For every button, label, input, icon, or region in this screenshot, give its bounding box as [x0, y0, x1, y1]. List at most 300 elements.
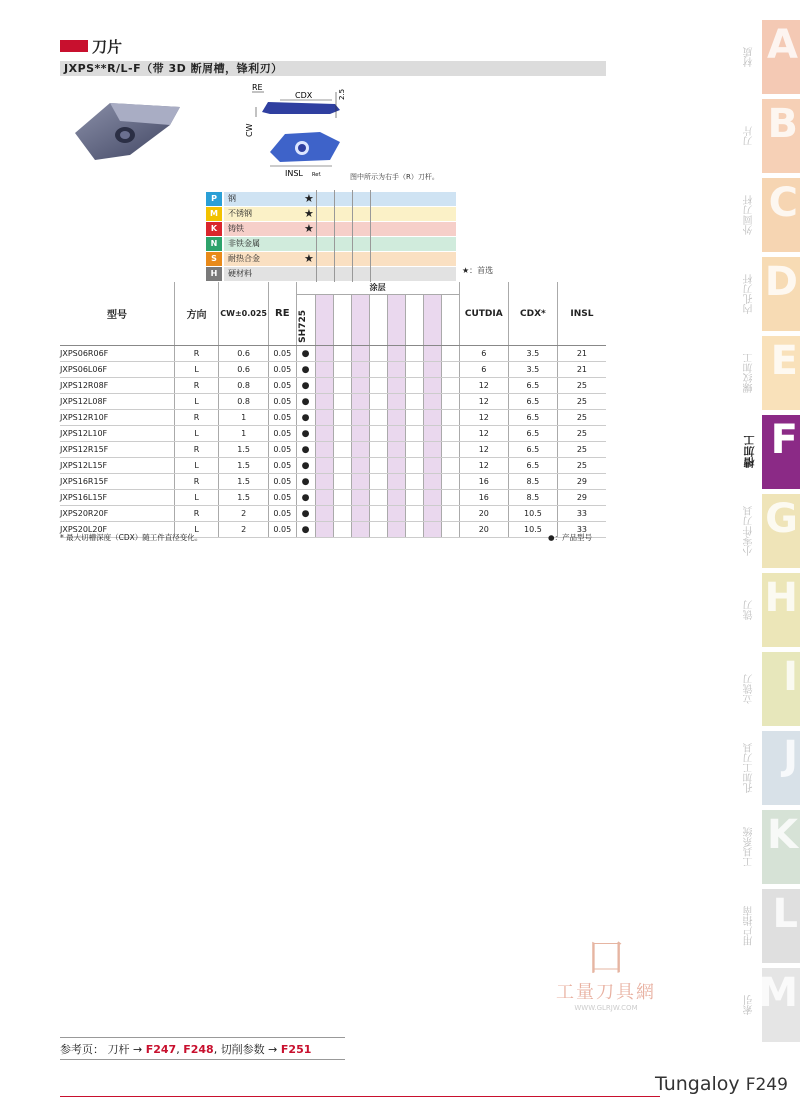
cell-direction: R [174, 346, 218, 362]
tab-letter: F [770, 417, 798, 463]
cell-cdx: 6.5 [509, 426, 558, 442]
cell-re: 0.05 [269, 346, 297, 362]
grid-line [370, 190, 371, 282]
cell-sh725: ● [296, 522, 315, 538]
cell-direction: L [174, 362, 218, 378]
side-tab-d[interactable] [744, 257, 800, 331]
material-name: 耐热合金 [228, 254, 260, 263]
col-insl: INSL [557, 282, 606, 346]
tab-letter: B [767, 101, 798, 147]
cell-insl: 29 [557, 474, 606, 490]
page-title: 刀片 [92, 38, 123, 56]
bottom-rule [60, 1096, 660, 1097]
cell-cw: 0.6 [219, 362, 269, 378]
cell-empty-grade [351, 362, 369, 378]
cell-empty-grade [405, 442, 423, 458]
cell-direction: R [174, 410, 218, 426]
ref-link-f247[interactable]: F247 [145, 1043, 177, 1056]
cell-empty-grade [441, 362, 459, 378]
page-number: F249 [745, 1075, 788, 1095]
cell-empty-grade [333, 458, 351, 474]
cell-re: 0.05 [269, 362, 297, 378]
cell-cutdia: 12 [459, 378, 508, 394]
cell-empty-grade [405, 458, 423, 474]
material-row [206, 207, 456, 221]
tab-letter: A [767, 22, 798, 68]
side-tab-a[interactable] [744, 20, 800, 94]
col-direction: 方向 [174, 282, 218, 346]
cell-empty-grade [333, 394, 351, 410]
cell-re: 0.05 [269, 410, 297, 426]
cell-empty-grade [315, 394, 333, 410]
cdx-label: CDX [295, 91, 313, 100]
cell-empty-grade [387, 490, 405, 506]
cell-model: JXPS06L06F [60, 362, 174, 378]
material-row [206, 192, 456, 206]
material-code: N [206, 237, 222, 251]
side-tab-g[interactable] [744, 494, 800, 568]
side-tab-i[interactable] [744, 652, 800, 726]
table-row [60, 394, 606, 410]
material-band [224, 207, 456, 221]
table-row [60, 442, 606, 458]
cell-empty-grade [441, 442, 459, 458]
cell-cdx: 8.5 [509, 474, 558, 490]
cell-empty-grade [315, 378, 333, 394]
cell-direction: R [174, 442, 218, 458]
cell-empty-grade [423, 506, 441, 522]
side-tab-j[interactable] [744, 731, 800, 805]
cell-sh725: ● [296, 490, 315, 506]
cell-empty-grade [423, 522, 441, 538]
footer-brand [655, 1073, 788, 1095]
cell-empty-grade [351, 426, 369, 442]
tab-label: 刀片 [744, 126, 755, 146]
tab-letter: K [767, 812, 798, 858]
tab-label: 用户指南 [744, 906, 755, 946]
tab-label: 孔加工刀具 [744, 743, 755, 793]
cell-empty-grade [369, 506, 387, 522]
cell-empty-grade [315, 522, 333, 538]
preferred-star: ★ [304, 222, 314, 235]
cell-empty-grade [423, 410, 441, 426]
cell-empty-grade [333, 522, 351, 538]
cell-model: JXPS06R06F [60, 346, 174, 362]
title-marker [60, 40, 88, 52]
cell-empty-grade [423, 394, 441, 410]
side-tab-h[interactable] [744, 573, 800, 647]
side-tab-m[interactable] [744, 968, 800, 1042]
cell-empty-grade [405, 362, 423, 378]
cell-empty-grade [315, 458, 333, 474]
cell-cw: 0.8 [219, 378, 269, 394]
cell-model: JXPS20R20F [60, 506, 174, 522]
cell-cutdia: 12 [459, 410, 508, 426]
cell-empty-grade [333, 426, 351, 442]
material-name: 不锈钢 [228, 209, 252, 218]
cell-cutdia: 12 [459, 458, 508, 474]
cell-empty-grade [351, 490, 369, 506]
material-row [206, 252, 456, 266]
watermark-logo-icon: ⼞ [587, 938, 624, 979]
material-row [206, 267, 456, 281]
cell-sh725: ● [296, 394, 315, 410]
cell-direction: L [174, 458, 218, 474]
cell-empty-grade [369, 362, 387, 378]
cell-empty-grade [351, 506, 369, 522]
ref-link-f251[interactable]: F251 [280, 1043, 312, 1056]
cell-cdx: 10.5 [509, 506, 558, 522]
tab-label: 铣刀 [744, 600, 755, 620]
cell-empty-grade [405, 378, 423, 394]
cell-sh725: ● [296, 442, 315, 458]
col-re: RE [269, 282, 297, 346]
cell-cw: 1.5 [219, 458, 269, 474]
cell-empty-grade [333, 474, 351, 490]
cell-cdx: 6.5 [509, 394, 558, 410]
cell-re: 0.05 [269, 426, 297, 442]
cell-model: JXPS12R15F [60, 442, 174, 458]
cell-empty-grade [423, 346, 441, 362]
cell-empty-grade [441, 410, 459, 426]
table-row [60, 474, 606, 490]
cell-empty-grade [333, 362, 351, 378]
cell-direction: L [174, 490, 218, 506]
side-tab-b[interactable] [744, 99, 800, 173]
tab-letter: H [764, 575, 798, 621]
ref-label: Ref. [312, 172, 322, 178]
side-tab-k[interactable] [744, 810, 800, 884]
cell-empty-grade [351, 522, 369, 538]
table-row [60, 346, 606, 362]
cell-cutdia: 16 [459, 490, 508, 506]
col-cdx: CDX* [509, 282, 558, 346]
cell-empty-grade [369, 490, 387, 506]
cell-empty-grade [405, 506, 423, 522]
cell-sh725: ● [296, 506, 315, 522]
cell-insl: 33 [557, 522, 606, 538]
tab-label: 螺纹加工 [744, 353, 755, 393]
cell-insl: 33 [557, 506, 606, 522]
cell-empty-grade [351, 346, 369, 362]
cell-insl: 25 [557, 378, 606, 394]
cell-empty-grade [423, 474, 441, 490]
cell-cdx: 6.5 [509, 458, 558, 474]
cell-direction: R [174, 474, 218, 490]
material-code: K [206, 222, 222, 236]
cell-empty-grade [387, 410, 405, 426]
material-row [206, 237, 456, 251]
cell-empty-grade [351, 474, 369, 490]
tab-label: 槽加工 [743, 435, 756, 469]
cw-label: CW [245, 123, 254, 137]
cell-insl: 25 [557, 410, 606, 426]
cell-empty-grade [405, 346, 423, 362]
cell-sh725: ● [296, 378, 315, 394]
preferred-star: ★ [304, 252, 314, 265]
cell-cw: 1.5 [219, 442, 269, 458]
cell-empty-grade [387, 506, 405, 522]
cell-empty-grade [405, 410, 423, 426]
cell-empty-grade [315, 410, 333, 426]
tab-letter: J [783, 733, 798, 779]
cell-insl: 25 [557, 426, 606, 442]
cell-re: 0.05 [269, 378, 297, 394]
cell-empty-grade [351, 442, 369, 458]
cell-insl: 21 [557, 362, 606, 378]
material-band [224, 222, 456, 236]
tab-letter: E [770, 338, 798, 384]
cell-empty-grade [423, 362, 441, 378]
cell-cw: 0.6 [219, 346, 269, 362]
cell-cw: 1.5 [219, 474, 269, 490]
cell-cw: 1 [219, 426, 269, 442]
cell-sh725: ● [296, 410, 315, 426]
cell-re: 0.05 [269, 458, 297, 474]
cell-re: 0.05 [269, 442, 297, 458]
cell-sh725: ● [296, 426, 315, 442]
grid-line [352, 190, 353, 282]
material-band [224, 192, 456, 206]
preferred-legend: ★：首选 [462, 266, 494, 275]
cell-re: 0.05 [269, 490, 297, 506]
cell-empty-grade [315, 346, 333, 362]
cell-empty-grade [315, 506, 333, 522]
cell-cdx: 10.5 [509, 522, 558, 538]
cell-empty-grade [333, 410, 351, 426]
product-table [60, 282, 606, 538]
table-row [60, 458, 606, 474]
cell-cutdia: 6 [459, 346, 508, 362]
cell-cdx: 8.5 [509, 490, 558, 506]
cell-cw: 1 [219, 410, 269, 426]
cell-cw: 0.8 [219, 394, 269, 410]
cell-empty-grade [441, 458, 459, 474]
brand-name: Tungaloy [655, 1073, 740, 1095]
ref-divider-top [60, 1037, 345, 1038]
cell-empty-grade [369, 474, 387, 490]
cell-empty-grade [315, 362, 333, 378]
cell-cw: 1.5 [219, 490, 269, 506]
grid-line [334, 190, 335, 282]
cell-cutdia: 6 [459, 362, 508, 378]
tab-label: 立铣刀 [744, 674, 755, 704]
cell-direction: R [174, 378, 218, 394]
material-code: S [206, 252, 222, 266]
cell-empty-grade [405, 426, 423, 442]
cell-insl: 25 [557, 458, 606, 474]
cell-empty-grade [405, 474, 423, 490]
cell-empty-grade [405, 522, 423, 538]
cell-empty-grade [441, 522, 459, 538]
cell-cutdia: 12 [459, 394, 508, 410]
cell-empty-grade [333, 490, 351, 506]
ref-divider-bottom [60, 1059, 345, 1060]
watermark: ⼞ 工量刀具網 WWW.GLRJW.COM [536, 940, 676, 1012]
cell-direction: L [174, 522, 218, 538]
cell-empty-grade [369, 394, 387, 410]
tab-letter: I [783, 654, 798, 700]
dim-25-label: 2.5 [338, 88, 346, 100]
cell-empty-grade [441, 394, 459, 410]
cell-empty-grade [423, 378, 441, 394]
preferred-star: ★ [304, 207, 314, 220]
cell-empty-grade [387, 458, 405, 474]
side-tab-e[interactable] [744, 336, 800, 410]
cell-cutdia: 16 [459, 474, 508, 490]
cell-cdx: 3.5 [509, 346, 558, 362]
cell-insl: 29 [557, 490, 606, 506]
tab-letter: D [764, 259, 798, 305]
cell-empty-grade [423, 490, 441, 506]
cell-model: JXPS20L20F [60, 522, 174, 538]
cell-empty-grade [441, 474, 459, 490]
col-cutdia: CUTDIA [459, 282, 508, 346]
cell-empty-grade [369, 458, 387, 474]
tab-label: 材质 [744, 47, 755, 67]
cell-cutdia: 12 [459, 442, 508, 458]
material-code: H [206, 267, 222, 281]
cell-empty-grade [315, 426, 333, 442]
product-legend: ●：产品型号 [548, 533, 593, 542]
col-model: 型号 [60, 282, 174, 346]
cell-empty-grade [387, 362, 405, 378]
material-row [206, 222, 456, 236]
cell-cutdia: 20 [459, 522, 508, 538]
cell-empty-grade [405, 394, 423, 410]
cell-model: JXPS16R15F [60, 474, 174, 490]
tab-label: 工具系统 [744, 827, 755, 867]
cell-empty-grade [405, 490, 423, 506]
cell-empty-grade [441, 490, 459, 506]
cell-cutdia: 20 [459, 506, 508, 522]
cell-empty-grade [315, 474, 333, 490]
cell-sh725: ● [296, 458, 315, 474]
diagram-note: 图中所示为右手（R）刀杆。 [350, 173, 439, 181]
cell-cdx: 6.5 [509, 378, 558, 394]
cell-empty-grade [441, 506, 459, 522]
cell-cutdia: 12 [459, 426, 508, 442]
cell-cw: 2 [219, 506, 269, 522]
cell-empty-grade [333, 506, 351, 522]
cell-empty-grade [387, 442, 405, 458]
cell-insl: 25 [557, 442, 606, 458]
cell-insl: 21 [557, 346, 606, 362]
side-tab-f[interactable] [743, 415, 800, 489]
material-name: 非铁金属 [228, 239, 260, 248]
cell-empty-grade [441, 378, 459, 394]
material-band [224, 267, 456, 281]
tab-letter: M [758, 970, 798, 1016]
cell-model: JXPS12R10F [60, 410, 174, 426]
cell-cdx: 6.5 [509, 442, 558, 458]
cell-empty-grade [387, 522, 405, 538]
cell-model: JXPS16L15F [60, 490, 174, 506]
cell-empty-grade [423, 458, 441, 474]
grid-line [316, 190, 317, 282]
cell-re: 0.05 [269, 506, 297, 522]
cell-re: 0.05 [269, 522, 297, 538]
ref-link-f248[interactable]: F248 [183, 1043, 214, 1056]
cell-empty-grade [423, 442, 441, 458]
cell-re: 0.05 [269, 394, 297, 410]
tab-label: 外圆刀杆 [744, 195, 755, 235]
cell-sh725: ● [296, 362, 315, 378]
cell-empty-grade [333, 378, 351, 394]
table-row [60, 490, 606, 506]
cell-empty-grade [423, 426, 441, 442]
col-cw: CW±0.025 [219, 282, 269, 346]
cell-empty-grade [333, 442, 351, 458]
tab-letter: G [765, 496, 798, 542]
cell-model: JXPS12L10F [60, 426, 174, 442]
side-tab-c[interactable] [744, 178, 800, 252]
page-subtitle: JXPS**R/L-F（带 3D 断屑槽，锋利刃） [64, 62, 283, 75]
table-row [60, 426, 606, 442]
cell-empty-grade [441, 426, 459, 442]
col-grade-sh725: SH725 [297, 310, 308, 343]
preferred-star: ★ [304, 192, 314, 205]
cell-empty-grade [315, 490, 333, 506]
table-row [60, 378, 606, 394]
cell-cdx: 3.5 [509, 362, 558, 378]
cell-insl: 25 [557, 394, 606, 410]
material-name: 铸铁 [228, 224, 244, 233]
dimension-diagram [240, 82, 350, 182]
material-code: P [206, 192, 222, 206]
cell-cdx: 6.5 [509, 410, 558, 426]
cell-empty-grade [333, 346, 351, 362]
cell-empty-grade [369, 426, 387, 442]
cell-empty-grade [315, 442, 333, 458]
table-row [60, 410, 606, 426]
tab-label: 索引 [744, 995, 755, 1015]
cell-model: JXPS12L15F [60, 458, 174, 474]
cell-direction: L [174, 394, 218, 410]
cell-empty-grade [369, 378, 387, 394]
cell-direction: R [174, 506, 218, 522]
cell-empty-grade [387, 426, 405, 442]
cell-empty-grade [369, 346, 387, 362]
insl-label: INSL [285, 169, 303, 178]
table-row [60, 506, 606, 522]
cell-empty-grade [369, 522, 387, 538]
material-code: M [206, 207, 222, 221]
col-coating: 涂层 [297, 282, 459, 295]
insert-image [70, 95, 190, 170]
cell-empty-grade [351, 410, 369, 426]
cell-cw: 2 [219, 522, 269, 538]
cell-empty-grade [387, 346, 405, 362]
material-name: 钢 [228, 194, 236, 203]
cell-model: JXPS12L08F [60, 394, 174, 410]
reference-links: 参考页： 刀杆 → F247, F248, 切削参数 → F251 [60, 1043, 312, 1056]
side-tab-l[interactable] [744, 889, 800, 963]
material-name: 硬材料 [228, 269, 252, 278]
footnote: * 最大切槽深度（CDX）随工件直径变化。 [60, 533, 203, 542]
cell-re: 0.05 [269, 474, 297, 490]
cell-empty-grade [387, 474, 405, 490]
tab-label: 内孔刀杆 [744, 274, 755, 314]
cell-sh725: ● [296, 346, 315, 362]
cell-empty-grade [351, 458, 369, 474]
table-row [60, 362, 606, 378]
cell-empty-grade [351, 378, 369, 394]
re-label: RE [252, 83, 263, 92]
cell-empty-grade [351, 394, 369, 410]
cell-empty-grade [369, 442, 387, 458]
cell-direction: L [174, 426, 218, 442]
